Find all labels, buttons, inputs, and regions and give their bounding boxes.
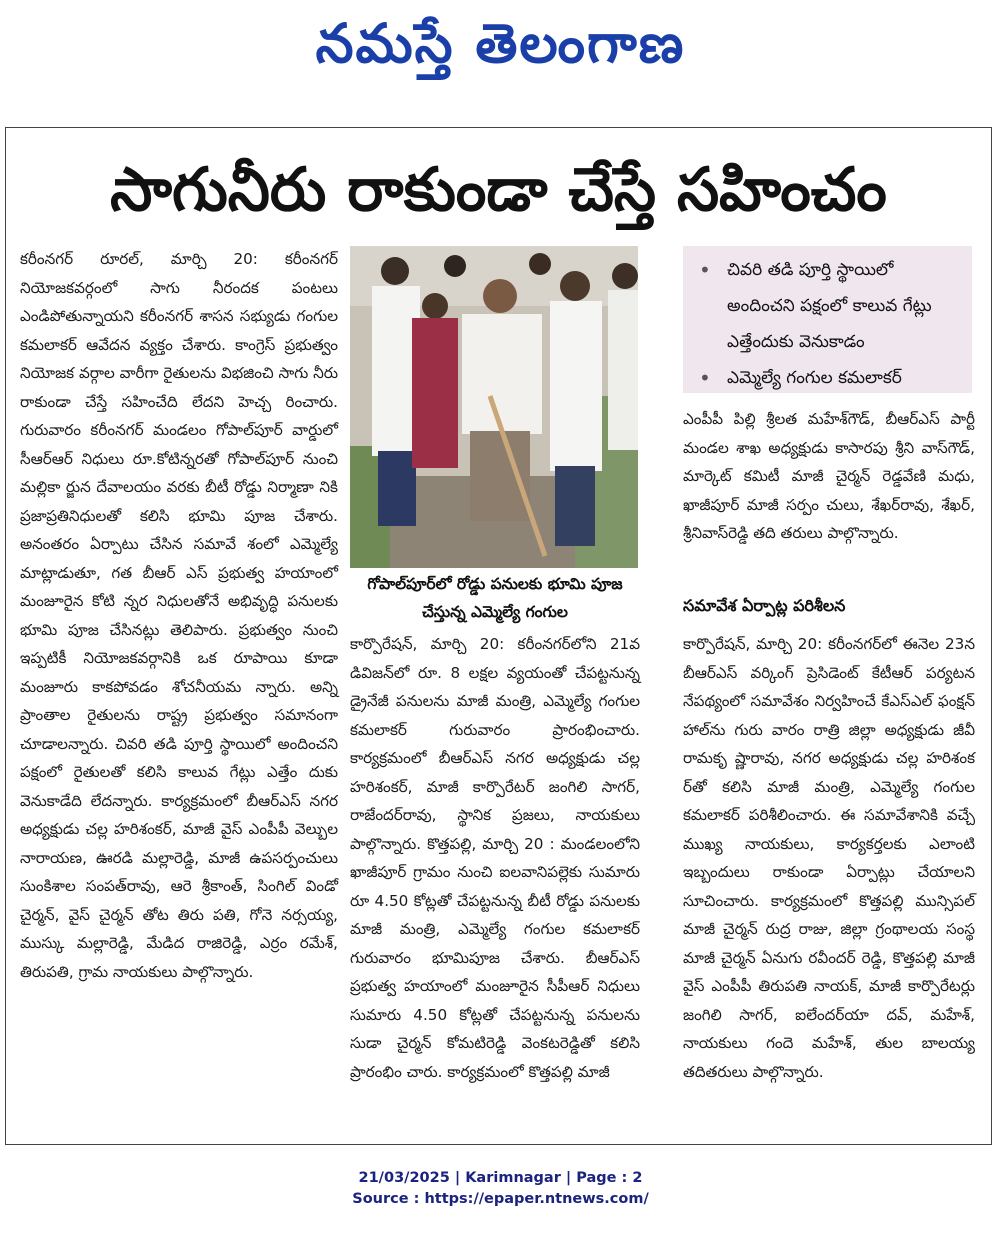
- second-article-column: కార్పొరేషన్, మార్చి 20: కరీంనగర్‌లోని 21వ డివిజన్‌లో రూ. 8 లక్షల వ్యయంతో చేపట్టనున్న డ్రైనేజీ పనులను మాజీ మంత్రి, ఎమ్మెల్యే గంగుల కమలాకర్ గురువారం ప్రారంభించారు. కార్యక్రమంలో బీఆర్‌ఎస్ నగర అధ్యక్షుడు చల్ల హరిశంకర్, మాజీ కార్పొరేటర్ జంగిలి సాగర్, రాజేందర్‌రావు, స్థానిక ప్రజలు, నాయకులు పాల్గొన్నారు. కొత్తపల్లి, మార్చి 20 : మండలంలోని ఖాజీపూర్ గ్రామం నుంచి ఐలవానిపల్లెకు సుమారు రూ 4.50 కోట్లతో చేపట్టనున్న బీటీ రోడ్డు పనులకు మాజీ మంత్రి, ఎమ్మెల్యే గంగుల కమలాకర్ గురువారం భూమిపూజ చేశారు. బీఆర్‌ఎస్ ప్రభుత్వ హయాంలో మంజూరైన సీపీఆర్ నిధులు సుమారు 4.50 కోట్లతో చేపట్టనున్న పనులను సుడా చైర్మన్ కోమటిరెడ్డి వెంకటరెడ్డితో కలిసి ప్రారంభిం చారు. కార్యక్రమంలో కొత్తపల్లి మాజీ: [350, 635, 640, 1081]
- article-headline: సాగునీరు రాకుండా చేస్తే సహించం: [110, 155, 887, 225]
- highlight-box: [683, 246, 972, 393]
- footer-source-line: Source : https://epaper.ntnews.com/: [352, 1191, 649, 1207]
- bullet-icon: •: [699, 366, 711, 390]
- article-column-1: కరీంనగర్ రూరల్, మార్చి 20: కరీంనగర్ నియోజకవర్గంలో సాగు నీరందక పంటలు ఎండిపోతున్నాయని కరీంనగర్ శాసన సభ్యుడు గంగుల కమలాకర్ ఆవేదన వ్యక్తం చేశారు. కాంగ్రెస్ ప్రభుత్వం నియోజక వర్గాల వారీగా రైతులను విభజించి సాగు నీరు రాకుండా చేస్తే సహించేది లేదని హెచ్చ రించారు. గురువారం కరీంనగర్ మండలం గోపాల్‌పూర్ వార్డులో సీఆర్‌ఆర్ నిధులు రూ.కోటిన్నరతో గోపాల్‌పూర్ నుంచి మల్లికా ర్జున దేవాలయం వరకు బీటీ రోడ్డు నిర్మాణా నికి ప్రజాప్రతినిధులతో కలిసి భూమి పూజ చేశారు. అనంతరం ఏర్పాటు చేసిన సమావే శంలో ఎమ్మెల్యే మాట్లాడుతూ, గత బీఆర్ ఎస్ ప్రభుత్వ హయాంలో మంజూరైన కోటి న్నర నిధులతోనే అభివృద్ధి పనులకు భూమి పూజ చేసినట్లు తెలిపారు. ప్రభుత్వం నుంచి ఇప్పటికీ నియోజకవర్గానికి ఒక రూపాయి కూడా మంజూరు కాకపోవడం శోచనీయమ న్నారు. అన్ని ప్రాంతాల రైతులను రాష్ట్ర ప్రభుత్వం సమానంగా చూడాలన్నారు. చివరి తడి పూర్తి స్థాయిలో అందించని పక్షంలో రైతులతో కలిసి కాలువ గేట్లు ఎత్తేం దుకు వెనుకాడేది లేదన్నారు. కార్యక్రమంలో బీఆర్‌ఎస్ నగర అధ్యక్షుడు చల్ల హరిశంకర్, మాజీ వైస్ ఎంపీపీ వెల్బుల నారాయణ, ఊరడి మల్లారెడ్డి, మాజీ ఉపసర్పంచులు సుంకిశాల సంపత్‌రావు, ఆరె శ్రీకాంత్, సింగిల్ విండో చైర్మన్, వైస్ చైర్మన్ తోట తిరు పతి, గోనె నర్సయ్య, ముస్కు మల్లారెడ్డి, మేడిద రాజిరెడ్డి, ఎర్రం రమేశ్, తిరుపతి, గ్రామ నాయకులు పాల్గొన్నారు.: [20, 250, 338, 981]
- highlight-item: [695, 252, 964, 360]
- page-footer: [0, 1168, 1001, 1210]
- meeting-article-column: కార్పొరేషన్, మార్చి 20: కరీంనగర్‌లో ఈనెల 23న బీఆర్‌ఎస్ వర్కింగ్ ప్రెసిడెంట్ కేటీఆర్ పర్యటన నేపథ్యంలో సమావేశం నిర్వహించే కేఎస్ఎల్ ఫంక్షన్ హాల్‌ను గురు వారం రాత్రి జిల్లా అధ్యక్షుడు జీవీ రామకృ ష్ణారావు, నగర అధ్యక్షుడు చల్ల హరిశంక ర్‌తో కలిసి మాజీ మంత్రి, ఎమ్మెల్యే గంగుల కమలాకర్ పరిశీలించారు. ఈ సమావేశానికి వచ్చే ముఖ్య నాయకులు, కార్యకర్తలకు ఎలాంటి ఇబ్బందులు రాకుండా ఏర్పాట్లు చేయాలని సూచించారు. కార్యక్రమంలో కొత్తపల్లి మున్సిపల్ మాజీ చైర్మన్ రుద్ర రాజు, జిల్లా గ్రంథాలయ సంస్థ మాజీ చైర్మన్ ఏనుగు రవీందర్ రెడ్డి, కొత్తపల్లి మాజీ వైస్ ఎంపీపీ తిరుపతి నాయక్, మాజీ కార్పొరేటర్లు జంగిలి సాగర్, ఐలేందర్‌యా దవ్, మహేశ్, నాయకులు గందె మహేశ్, తుల బాలయ్య తదితరులు పాల్గొన్నారు.: [683, 635, 975, 1081]
- highlight-text: చివరి తడి పూర్తి స్థాయిలో అందించని పక్షంలో కాలువ గేట్లు ఎత్తేందుకు వెనుకాడం: [727, 260, 932, 352]
- photo-caption: గోపాల్‌పూర్‌లో రోడ్డు పనులకు భూమి పూజ చేస్తున్న ఎమ్మెల్యే గంగుల: [367, 575, 623, 621]
- news-photo-illustration: [350, 246, 638, 568]
- footer-date-line: 21/03/2025 | Karimnagar | Page : 2: [358, 1170, 643, 1186]
- bullet-icon: •: [699, 258, 711, 282]
- article-column-3: ఎంపీపీ పిల్లి శ్రీలత మహేశ్‌గౌడ్, బీఆర్‌ఎస్ పార్టీ మండల శాఖ అధ్యక్షుడు కాసారపు శ్రీని వాస్‌గౌడ్, మార్కెట్ కమిటీ మాజీ చైర్మన్ రెడ్డవేణి మధు, ఖాజీపూర్ మాజీ సర్పం చులు, శేఖర్‌రావు, శేఖర్, శ్రీనివాస్‌రెడ్డి తది తరులు పాల్గొన్నారు.: [683, 410, 975, 542]
- news-photo: [350, 246, 638, 568]
- highlight-text: ఎమ్మెల్యే గంగుల కమలాకర్: [727, 368, 902, 388]
- meeting-subheading: సమావేశ ఏర్పాట్ల పరిశీలన: [683, 596, 846, 615]
- masthead-title: నమస్తే తెలంగాణ: [315, 11, 686, 75]
- highlight-item: [695, 360, 964, 396]
- newspaper-masthead: [0, 8, 1001, 78]
